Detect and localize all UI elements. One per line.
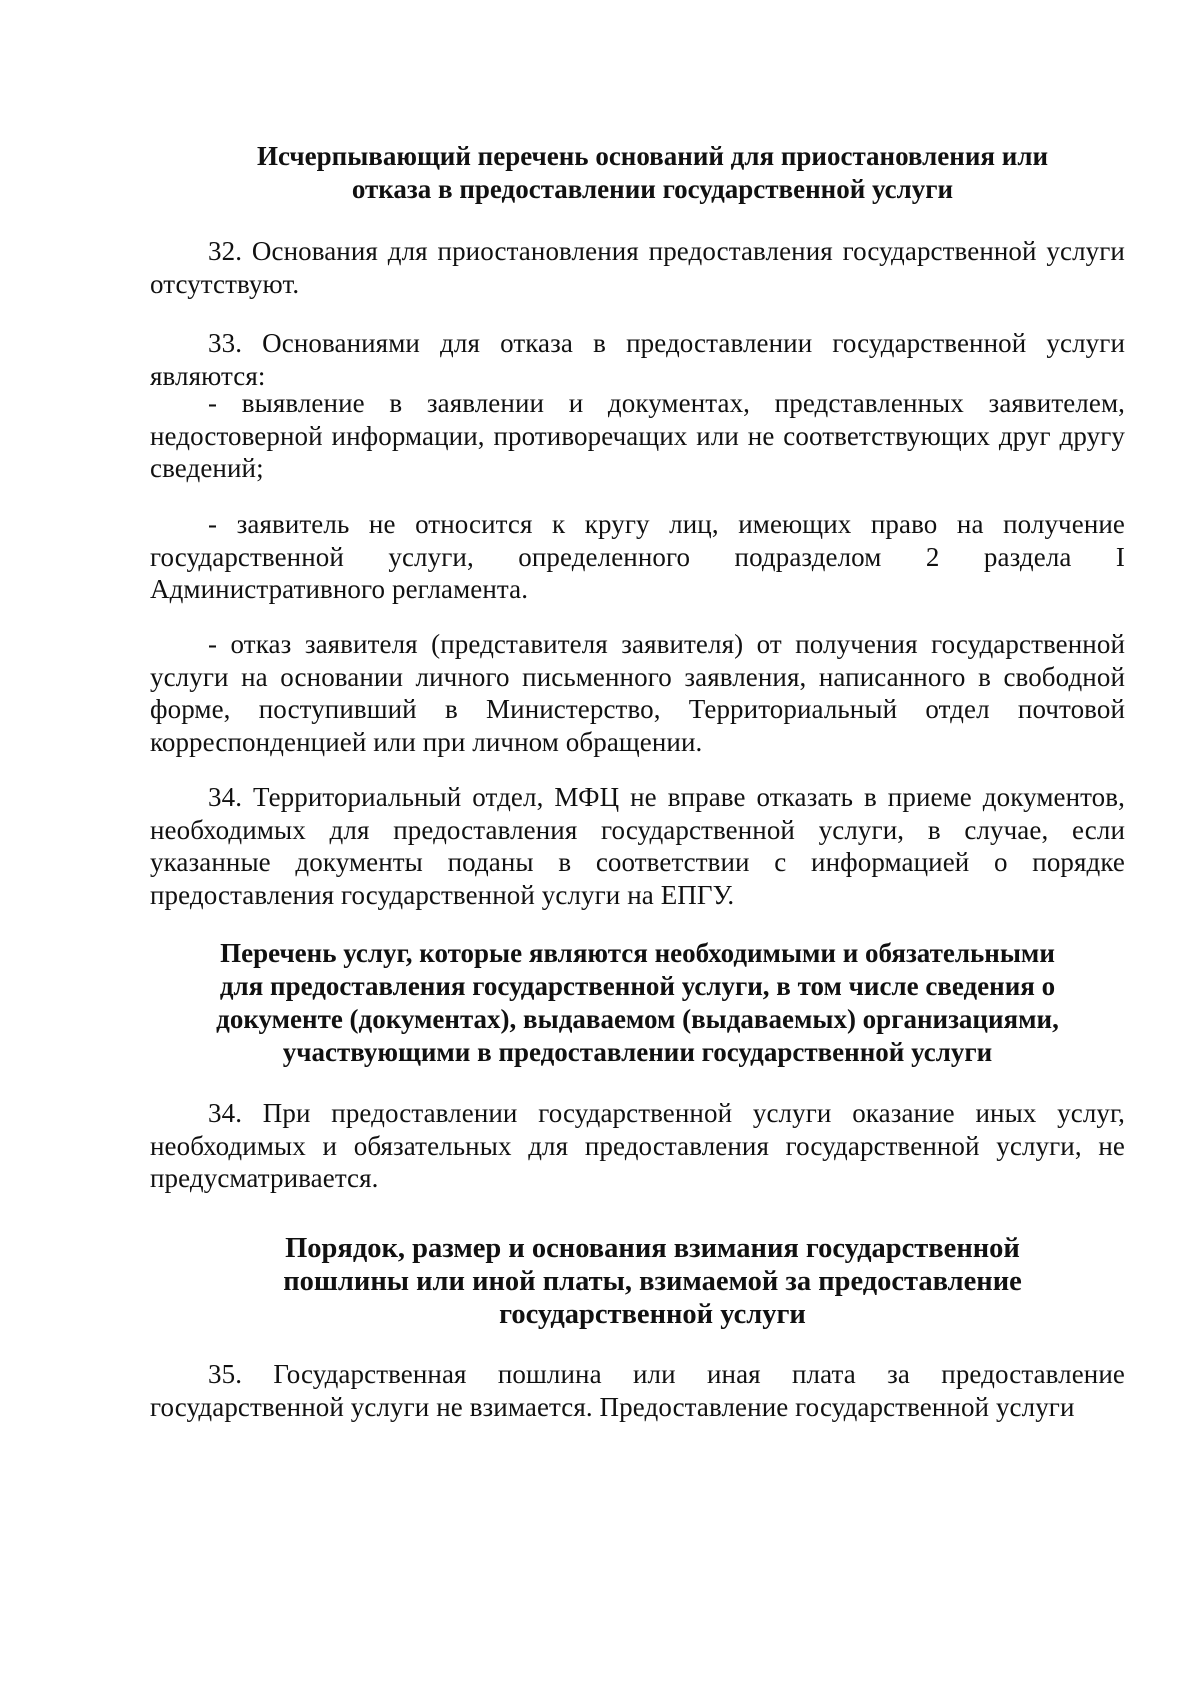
heading-line: Исчерпывающий перечень оснований для приостановления или: [256, 141, 1049, 171]
section-heading-grounds: [165, 140, 1140, 206]
heading-line: государственной услуги: [499, 1299, 806, 1330]
paragraph-33-item-2: - заявитель не относится к кругу лиц, имеющих право на получение государственной услуги, определенного подразделом 2 раздела I Административного регламента.: [150, 509, 1125, 604]
heading-line: документе (документах), выдаваемом (выдаваемых) организациями,: [216, 1004, 1059, 1034]
section-heading-fee: [165, 1232, 1140, 1331]
paragraph-33-intro: 33. Основаниями для отказа в предоставлении государственной услуги являются:: [150, 328, 1125, 391]
heading-line: пошлины или иной платы, взимаемой за предоставление: [283, 1266, 1022, 1297]
paragraph-33-item-1: - выявление в заявлении и документах, представленных заявителем, недостоверной информации, противоречащих или не соответствующих друг другу сведений;: [150, 388, 1125, 483]
heading-line: Порядок, размер и основания взимания государственной: [285, 1233, 1020, 1264]
paragraph-33-item-3: - отказ заявителя (представителя заявителя) от получения государственной услуги на основании личного письменного заявления, написанного в свободной форме, поступивший в Министерство, Территориальный отдел почтовой корреспонденцией или при личном обращении.: [150, 629, 1125, 757]
heading-line: отказа в предоставлении государственной услуги: [351, 174, 954, 204]
paragraph-34-other-services: 34. При предоставлении государственной услуги оказание иных услуг, необходимых и обязательных для предоставления государственной услуги, не предусматривается.: [150, 1098, 1125, 1193]
heading-line: для предоставления государственной услуги, в том числе сведения о: [219, 971, 1056, 1001]
paragraph-35: 35. Государственная пошлина или иная плата за предоставление государственной услуги не взимается. Предоставление государственной услуги: [150, 1359, 1125, 1422]
section-heading-required-services: [150, 937, 1125, 1069]
paragraph-34-refusal: 34. Территориальный отдел, МФЦ не вправе отказать в приеме документов, необходимых для предоставления государственной услуги, в случае, если указанные документы поданы в соответствии с информацией о порядке предоставления государственной услуги на ЕПГУ.: [150, 782, 1125, 910]
heading-line: Перечень услуг, которые являются необходимыми и обязательными: [220, 938, 1055, 968]
heading-line: участвующими в предоставлении государственной услуги: [282, 1037, 993, 1067]
paragraph-32: 32. Основания для приостановления предоставления государственной услуги отсутствуют.: [150, 236, 1125, 299]
